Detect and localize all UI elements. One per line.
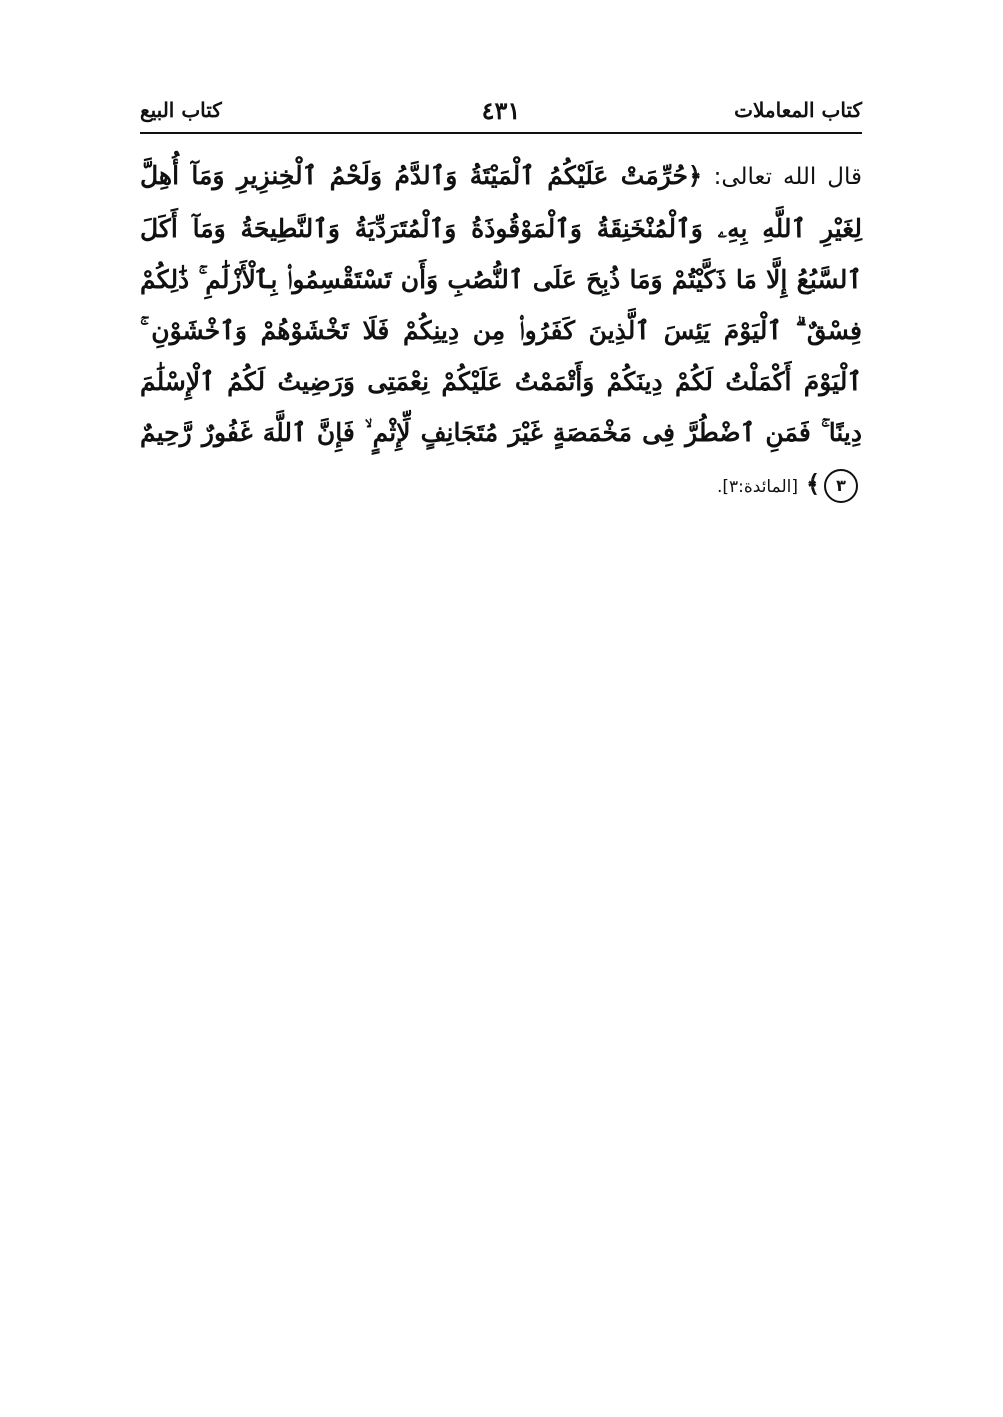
verse-citation: [المائدة:٣]. bbox=[716, 477, 798, 497]
quran-verse: حُرِّمَتْ عَلَيْكُمُ ٱلْمَيْتَةُ وَٱلدَّمُ وَلَحْمُ ٱلْخِنزِيرِ وَمَآ أُهِلَّ لِغَيْرِ ٱللَّهِ بِهِۦ وَٱلْمُنْخَنِقَةُ وَٱلْمَوْقُوذَةُ وَٱلْمُتَرَدِّيَةُ وَٱلنَّطِيحَةُ وَمَآ أَكَلَ ٱلسَّبُعُ إِلَّا مَا ذَكَّيْتُمْ وَمَا ذُبِحَ عَلَى ٱلنُّصُبِ وَأَن تَسْتَقْسِمُوا۟ بِٱلْأَزْلَٰمِ ۚ ذَٰلِكُمْ فِسْقٌ ۗ ٱلْيَوْمَ يَئِسَ ٱلَّذِينَ كَفَرُوا۟ مِن دِينِكُمْ فَلَا تَخْشَوْهُمْ وَٱخْشَوْنِ ۚ ٱلْيَوْمَ أَكْمَلْتُ لَكُمْ دِينَكُمْ وَأَتْمَمْتُ عَلَيْكُمْ نِعْمَتِى وَرَضِيتُ لَكُمُ ٱلْإِسْلَٰمَ دِينًا ۚ فَمَنِ ٱضْطُرَّ فِى مَخْمَصَةٍ غَيْرَ مُتَجَانِفٍ لِّإِثْمٍ ۙ فَإِنَّ ٱللَّهَ غَفُورٌ رَّحِيمٌ bbox=[140, 161, 862, 447]
body-text bbox=[140, 150, 862, 513]
page-number: ٤٣١ bbox=[481, 96, 521, 125]
header-book-section: كتاب المعاملات bbox=[734, 98, 862, 122]
verse-close-bracket: ﴾ bbox=[805, 469, 820, 498]
running-header bbox=[140, 96, 862, 134]
ayah-number-marker: ٣ bbox=[824, 469, 858, 503]
verse-open-bracket: ﴿ bbox=[687, 161, 703, 190]
header-chapter: كتاب البيع bbox=[140, 98, 222, 122]
intro-text: قال الله تعالى: bbox=[713, 164, 862, 190]
